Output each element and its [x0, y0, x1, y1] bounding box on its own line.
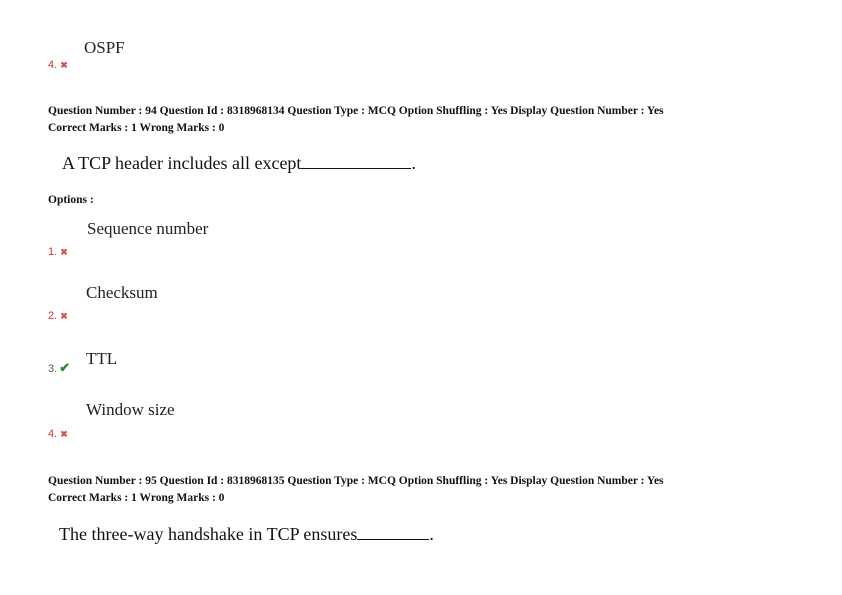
q94-question: [62, 153, 416, 174]
q94-option-4-marker: [48, 424, 68, 442]
q94-options-label: Options :: [48, 194, 94, 206]
q95-meta-line1: Question Number : 95 Question Id : 8318968135 Question Type : MCQ Option Shuffling : Yes Display Question Number : Yes: [48, 475, 664, 487]
q94-option-1-number: 1.: [48, 246, 58, 258]
check-icon: ✔: [59, 360, 71, 375]
period: .: [429, 524, 434, 544]
q95-question: [59, 524, 434, 545]
q94-option-2-text: Checksum: [86, 283, 158, 302]
period: .: [411, 153, 416, 173]
cross-icon: ✖: [60, 429, 68, 439]
q95-question-text: The three-way handshake in TCP ensures: [59, 524, 358, 544]
q94-option-3-marker: [48, 359, 70, 377]
answer-blank: [301, 167, 411, 169]
answer-blank: [357, 538, 429, 540]
q94-meta-line1: Question Number : 94 Question Id : 8318968134 Question Type : MCQ Option Shuffling : Yes Display Question Number : Yes: [48, 105, 664, 117]
q94-option-2-number: 2.: [48, 310, 58, 322]
q94-question-text: A TCP header includes all except: [62, 153, 302, 173]
q94-option-3-number: 3.: [48, 363, 58, 375]
prev-option-text: OSPF: [84, 38, 125, 57]
prev-option-marker: [48, 55, 68, 73]
cross-icon: ✖: [60, 247, 68, 257]
cross-icon: ✖: [60, 311, 68, 321]
q94-option-4-text: Window size: [86, 400, 175, 419]
q94-meta-line2: Correct Marks : 1 Wrong Marks : 0: [48, 122, 225, 134]
prev-option-number: 4.: [48, 59, 58, 71]
q94-option-4-number: 4.: [48, 428, 58, 440]
q95-meta-line2: Correct Marks : 1 Wrong Marks : 0: [48, 492, 225, 504]
q94-option-3-text: TTL: [86, 349, 118, 368]
cross-icon: ✖: [60, 60, 68, 70]
q94-option-1-text: Sequence number: [87, 219, 209, 238]
q94-option-2-marker: [48, 306, 68, 324]
q94-option-1-marker: [48, 242, 68, 260]
